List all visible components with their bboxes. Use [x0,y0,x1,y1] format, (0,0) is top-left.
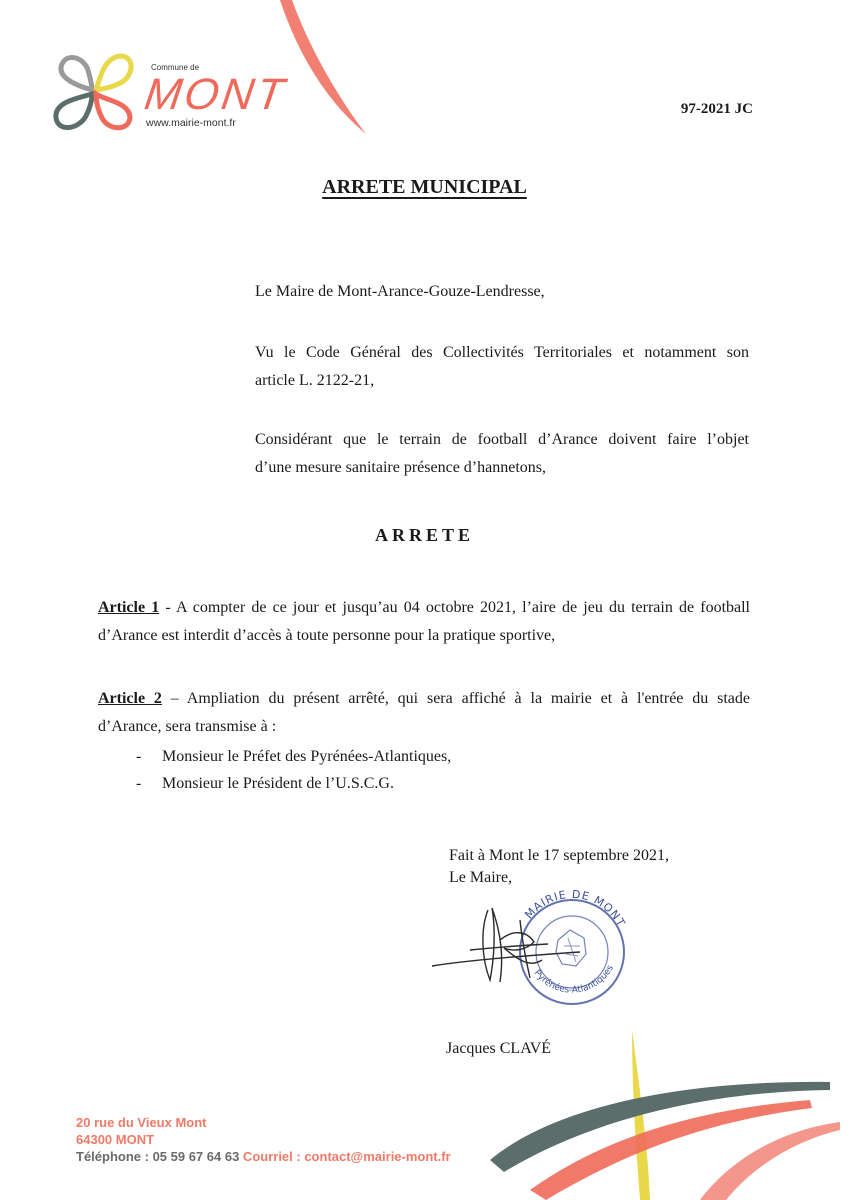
footer-phone: 05 59 67 64 63 [152,1149,240,1164]
document-title-text: ARRETE MUNICIPAL [322,176,527,198]
footer-email-link[interactable]: contact@mairie-mont.fr [304,1149,451,1164]
preamble-vu-line1: Vu le Code Général des Collectivités Territoriales et notamment son [255,344,749,361]
article-2-separator: – [161,690,187,707]
logo-website: www.mairie-mont.fr [146,117,236,129]
recipient-item [136,770,394,798]
recipient-item [136,743,451,771]
commune-logo-icon [48,48,140,136]
footer-address-line2: 64300 MONT [76,1132,155,1147]
footer-contact-line [76,1148,451,1165]
arrete-heading: ARRETE [374,525,474,545]
recipient-text: Monsieur le Président de l’U.S.C.G. [162,775,394,792]
bullet-dash: - [136,748,142,765]
article-1-text-line1: A compter de ce jour et jusqu’au 04 octobre 2021, l’aire de jeu du terrain de football [175,599,751,616]
footer-email-label: Courriel : [239,1149,305,1164]
signer-name: Jacques CLAVÉ [446,1040,552,1057]
article-2-label: Article 2 [98,690,162,707]
document-title [0,176,849,199]
bullet-dash: - [136,775,142,792]
recipient-text: Monsieur le Préfet des Pyrénées-Atlantiques, [162,748,452,765]
document-reference: 97-2021 JC [680,101,753,117]
article-1-label: Article 1 [98,599,160,616]
article-2-text-line1: Ampliation du présent arrêté, qui sera affiché à la mairie et à l'entrée du stade [186,690,750,707]
header-swoosh-decoration [270,0,380,140]
preamble-vu [255,339,749,395]
stamp-text-top: MAIRIE DE MONT [522,890,628,930]
article-2-line1 [98,685,750,713]
official-stamp-icon [520,890,628,1004]
footer-contact [76,1114,451,1165]
closing-role: Le Maire, [449,869,513,886]
svg-text:Pyrénées-Atlantiques [532,963,616,995]
preamble-considerant-line2: d’une mesure sanitaire présence d’hannetons, [255,459,546,476]
article-1-text-line2: d’Arance est interdit d’accès à toute personne pour la pratique sportive, [98,627,556,644]
preamble-vu-line2: article L. 2122-21, [255,372,375,389]
footer-address-line1: 20 rue du Vieux Mont [76,1115,207,1130]
closing-block [449,845,669,889]
preamble-maire: Le Maire de Mont-Arance-Gouze-Lendresse, [255,283,545,300]
logo-wordmark: MONT [141,70,291,119]
footer-phone-label: Téléphone : [76,1149,153,1164]
preamble-considerant [255,426,749,482]
article-1-separator: - [159,599,176,616]
closing-place-date: Fait à Mont le 17 septembre 2021, [449,847,669,864]
stamp-text-bottom: Pyrénées-Atlantiques [531,963,616,996]
article-1-line1 [98,594,750,622]
article-2-text-line2: d’Arance, sera transmise à : [98,718,277,735]
svg-text:MAIRIE DE MONT [522,890,628,929]
article-1 [98,594,750,650]
logo-commune-label: Commune de [151,63,200,72]
signature-and-stamp [430,890,640,1010]
preamble-considerant-line1: Considérant que le terrain de football d’Arance doivent faire l’objet [255,431,749,448]
article-2 [98,685,750,741]
footer-swoosh-decoration [490,1030,849,1200]
